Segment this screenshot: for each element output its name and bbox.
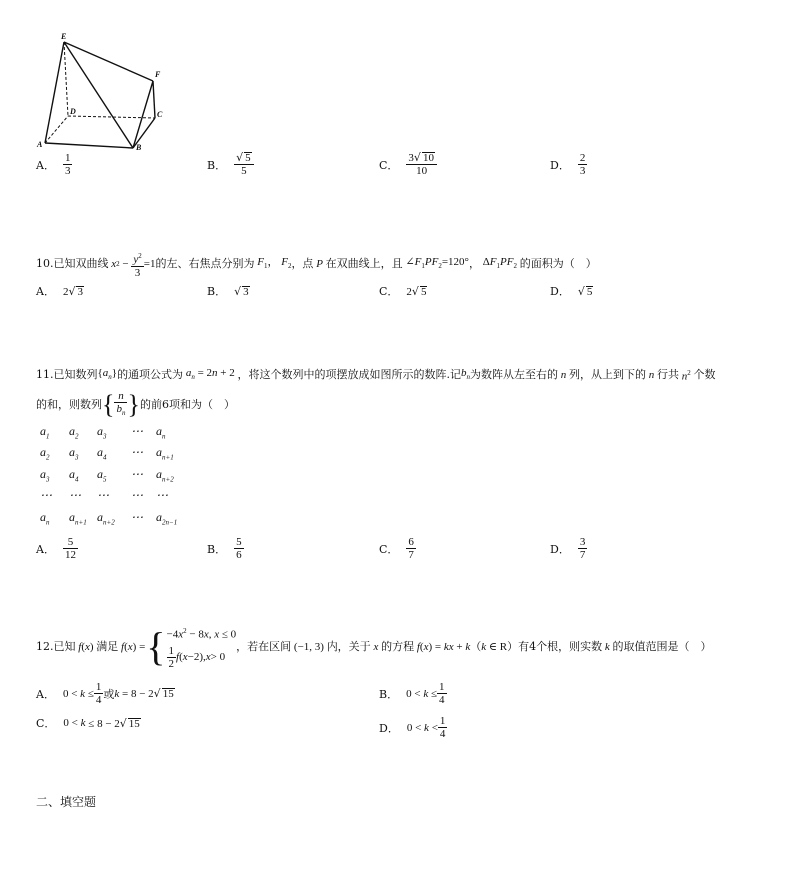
option-value: 0 < k ≤ $\frac{1}{4}$ <box>406 681 445 706</box>
sequence-n-over-bn: { $\frac{n}{b_n}$ } <box>102 389 140 419</box>
option-letter: C． <box>379 285 399 298</box>
label-A: A <box>37 140 43 149</box>
option-value: $\frac{1}{3}$ <box>64 152 71 177</box>
stem-text: 已知 <box>53 639 76 653</box>
stem-text: 列，从上到下的 <box>569 368 646 382</box>
stem-text: 的面积为（ ） <box>519 257 597 271</box>
stem-text: 的方程 <box>381 639 415 653</box>
stem-text: 行共 <box>657 368 679 382</box>
x-symbol: x <box>370 640 382 653</box>
bn-symbol: $b_n$ <box>461 367 470 382</box>
question-number: 12. <box>36 639 54 653</box>
option-value: 0 < k < $\frac{1}{4}$ <box>406 715 446 740</box>
stem-text: 有4个根，则实数 <box>518 639 603 653</box>
q10-option-a[interactable] <box>36 283 84 299</box>
stem-text: 在双曲线上，且 <box>325 257 403 271</box>
q10-option-b[interactable] <box>207 283 250 299</box>
q12-stem <box>36 624 711 670</box>
sequence-an: $\{a_n\}$ <box>97 367 118 382</box>
option-letter: A． <box>36 158 55 172</box>
point-p: P <box>313 258 326 271</box>
option-letter: A． <box>36 687 55 701</box>
fx-symbol: f(x) <box>75 640 94 653</box>
stem-text: ，点 <box>291 257 314 271</box>
stem-text: ，若在区间 <box>236 639 292 653</box>
label-C: C <box>157 110 163 119</box>
q12-option-c[interactable] <box>36 715 141 731</box>
option-value: 2√ 5 <box>406 284 427 298</box>
option-value: 0 < k ≤ $\frac{1}{4}$ 或 k = 8 − 2√ 15 <box>62 681 174 706</box>
stem-text: ，将这个数列中的项摆放成如图所示的数阵.记 <box>237 368 461 382</box>
q11-stem-line2 <box>36 390 235 419</box>
triangle-label: $\Delta F_1PF_2$ <box>482 256 517 271</box>
q12-option-a[interactable] <box>36 681 175 706</box>
option-value: 2√ 3 <box>62 284 83 298</box>
option-letter: C． <box>379 542 399 556</box>
q11-option-b[interactable] <box>207 536 244 561</box>
option-value: $\frac{6}{7}$ <box>408 536 414 561</box>
q9-option-c[interactable] <box>379 152 437 177</box>
stem-text: 的通项公式为 <box>117 368 184 382</box>
q11-option-c[interactable] <box>379 536 416 561</box>
option-letter: D． <box>550 542 570 556</box>
stem-text: 的前6项和为（ ） <box>139 397 235 411</box>
hyperbola-equation: x 2 − $\frac{y^2}{3}$ =1 <box>108 252 156 279</box>
option-letter: C． <box>379 158 399 172</box>
stem-text: 已知数列 <box>53 368 98 382</box>
option-letter: D． <box>550 285 570 298</box>
q10-option-c[interactable] <box>379 283 427 299</box>
stem-text: ， <box>468 257 480 271</box>
option-letter: C． <box>36 717 56 730</box>
q9-option-d[interactable] <box>550 152 587 177</box>
option-value: √ 3 <box>234 284 249 298</box>
label-D: D <box>70 107 76 116</box>
interval: (−1, 3) <box>291 640 327 653</box>
stem-text: 已知双曲线 <box>53 257 109 271</box>
option-value: $\frac{5}{12}$ <box>64 536 76 561</box>
stem-text: 内，关于 <box>326 639 371 653</box>
piecewise-function: f ( x ) = { $-4x^2 - 8x$, x ≤ 0 $\frac{1}{2}$ f ( x −2), x > 0 <box>118 623 237 670</box>
label-E: E <box>61 32 67 41</box>
general-term: $a_n = 2n + 2$ <box>183 367 235 382</box>
option-letter: B． <box>379 687 399 701</box>
section-heading: 二、填空题 <box>36 795 97 809</box>
option-value: 0 < k ≤ 8 − 2√ 15 <box>63 716 140 730</box>
option-letter: D． <box>379 721 399 735</box>
q10-stem <box>36 250 597 279</box>
question-number: 10. <box>36 257 54 271</box>
q10-option-d[interactable] <box>550 283 593 299</box>
number-array: $a_1$ $a_2$ $a_3$ ⋯ $a_n$ $a_2$ $a_3$ $a_4$ ⋯ $a_{n+1}$ $a_3$ $a_4$ $a_5$ ⋯ $a_{n+2}$ ⋯ ⋯ ⋯ ⋯ ⋯ $a_n$ $a_{n+1}$ $a_{n+2}$ ⋯ $a_{2n-1}$ <box>40 424 178 527</box>
q9-option-b[interactable] <box>207 152 254 177</box>
option-letter: B． <box>207 285 227 298</box>
question-number: 11. <box>36 368 54 382</box>
option-letter: B． <box>207 158 227 172</box>
option-value: $\frac{√ 5}{5}$ <box>234 152 254 177</box>
label-B: B <box>136 143 142 152</box>
stem-text: 的和，则数列 <box>36 397 102 411</box>
n-symbol: n <box>558 369 569 382</box>
q11-option-a[interactable] <box>36 536 78 561</box>
option-value: √ 5 <box>577 284 593 298</box>
polyhedron-figure <box>30 30 170 155</box>
q11-option-d[interactable] <box>550 536 587 561</box>
stem-text: 为数阵从左至右的 <box>470 368 558 382</box>
option-letter: D． <box>550 158 570 172</box>
q9-option-a[interactable] <box>36 152 72 177</box>
stem-text: 的取值范围是（ ） <box>612 639 712 653</box>
option-value: $\frac{3}{7}$ <box>579 536 586 561</box>
q11-stem-line1 <box>36 366 716 384</box>
n-symbol: n <box>646 369 657 382</box>
q12-option-b[interactable] <box>379 681 447 706</box>
angle-condition: $\angle F_1PF_2=120^\circ$ <box>405 256 469 271</box>
stem-text: 个数 <box>693 368 716 382</box>
option-letter: A． <box>36 542 55 556</box>
option-letter: A． <box>36 285 55 298</box>
option-value: $\frac{2}{3}$ <box>579 152 586 177</box>
q12-option-d[interactable] <box>379 715 447 740</box>
or-text: 或 <box>103 687 115 701</box>
foci-label: $F_1$， $F_2$ <box>254 256 292 271</box>
option-value: $\frac{3√ 10}{10}$ <box>406 152 437 177</box>
option-value: $\frac{5}{6}$ <box>236 536 242 561</box>
stem-text: 的左、右焦点分别为 <box>155 257 255 271</box>
equation: f(x) = kx + k（k ∈ R） <box>414 640 519 653</box>
option-letter: B． <box>207 542 227 556</box>
n-squared: $n^2$ <box>679 369 691 383</box>
label-F: F <box>155 70 161 79</box>
k-symbol: k <box>602 640 613 653</box>
stem-text: 满足 <box>96 639 119 653</box>
